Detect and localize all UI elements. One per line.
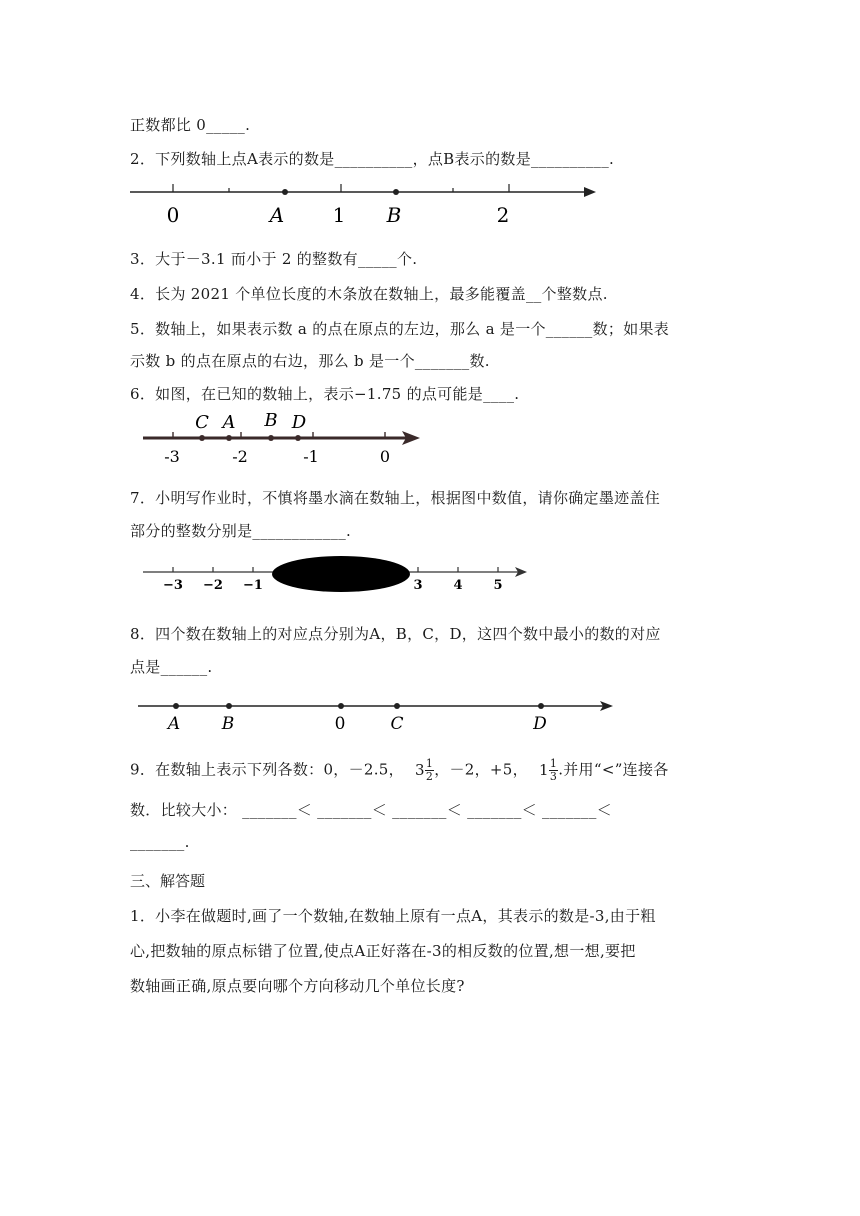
- question-9-text-b: 数．比较大小： _______＜ _______＜ _______＜ _______＜ _______＜: [130, 801, 612, 819]
- axis2-label-2: 2: [496, 203, 510, 227]
- axis2-label-0: 0: [166, 203, 180, 227]
- number-line-q2: [0, 172, 860, 232]
- axis8-label-0: 0: [334, 714, 346, 734]
- q9-prefix: 9．在数轴上表示下列各数：0，－2.5，: [130, 760, 404, 779]
- question-7-text-b: 部分的整数分别是____________.: [130, 522, 352, 540]
- axis6-label-A: A: [222, 412, 236, 433]
- axis6-label-neg1: -1: [303, 447, 319, 466]
- f1-whole: 3: [415, 760, 425, 779]
- question-5-text-a: 5．数轴上，如果表示数 a 的点在原点的左边，那么 a 是一个______数；如果表: [130, 320, 670, 338]
- question-7-text-a: 7．小明写作业时，不慎将墨水滴在数轴上，根据图中数值，请你确定墨迹盖住: [130, 489, 661, 507]
- question-9-text-a: [130, 758, 669, 783]
- answer-question-1-b: 心,把数轴的原点标错了位置,使点A正好落在-3的相反数的位置,想一想,要把: [130, 942, 636, 960]
- ink-blot: [272, 556, 410, 592]
- q9-suffix: .并用“<”连接各: [558, 760, 669, 779]
- axis7-label-3: 3: [413, 578, 423, 593]
- f2-whole: 1: [539, 760, 549, 779]
- mixed-number-2: [539, 757, 558, 783]
- axis2-label-A: A: [269, 203, 285, 227]
- number-line-q7: [0, 558, 860, 608]
- axis2-label-1: 1: [332, 203, 346, 227]
- axis7-label-neg2: −2: [203, 578, 223, 593]
- axis7-label-neg1: −1: [243, 578, 263, 593]
- number-line-q6: [0, 410, 860, 470]
- axis7-label-4: 4: [453, 578, 463, 593]
- f1-denominator: 2: [425, 770, 434, 783]
- question-6-text: 6．如图，在已知的数轴上，表示−1.75 的点可能是____.: [130, 385, 520, 403]
- f2-numerator: 1: [549, 757, 558, 770]
- question-5-text-b: 示数 b 的点在原点的右边，那么 b 是一个_______数.: [130, 352, 490, 370]
- number-line-q8: [0, 692, 860, 742]
- f2-denominator: 3: [549, 770, 558, 783]
- question-4-text: 4．长为 2021 个单位长度的木条放在数轴上，最多能覆盖__个整数点.: [130, 285, 608, 303]
- question-3-text: 3．大于－3.1 而小于 2 的整数有_____个.: [130, 250, 418, 268]
- question-9-text-c: _______.: [130, 833, 190, 851]
- section-heading-3: 三、解答题: [130, 872, 206, 890]
- f1-fraction: [425, 758, 434, 783]
- axis6-label-0: 0: [379, 447, 391, 466]
- axis2-label-B: B: [386, 203, 402, 227]
- axis6-label-D: D: [291, 412, 307, 433]
- axis6-label-B: B: [264, 410, 278, 431]
- text-line-0: 正数都比 0_____.: [130, 116, 251, 134]
- axis8-label-D: D: [533, 714, 547, 734]
- mixed-number-1: [415, 757, 434, 783]
- answer-question-1-c: 数轴画正确,原点要向哪个方向移动几个单位长度?: [130, 977, 465, 995]
- axis7-label-neg3: −3: [163, 578, 183, 593]
- axis8-label-B: B: [221, 714, 235, 734]
- axis7-label-5: 5: [493, 578, 503, 593]
- f1-numerator: 1: [425, 757, 434, 770]
- axis6-label-C: C: [195, 412, 209, 433]
- axis8-label-C: C: [390, 714, 404, 734]
- q9-middle: ，－2，+5，: [434, 760, 528, 779]
- answer-question-1-a: 1．小李在做题时,画了一个数轴,在数轴上原有一点A，其表示的数是-3,由于粗: [130, 907, 656, 925]
- axis6-label-neg3: -3: [164, 447, 180, 466]
- question-8-text-b: 点是______.: [130, 658, 213, 676]
- axis6-label-neg2: -2: [232, 447, 248, 466]
- question-8-text-a: 8．四个数在数轴上的对应点分别为A，B，C，D，这四个数中最小的数的对应: [130, 625, 661, 643]
- question-2-text: 2．下列数轴上点A表示的数是__________，点B表示的数是__________.: [130, 150, 615, 168]
- f2-fraction: [549, 758, 558, 783]
- axis8-label-A: A: [167, 714, 181, 734]
